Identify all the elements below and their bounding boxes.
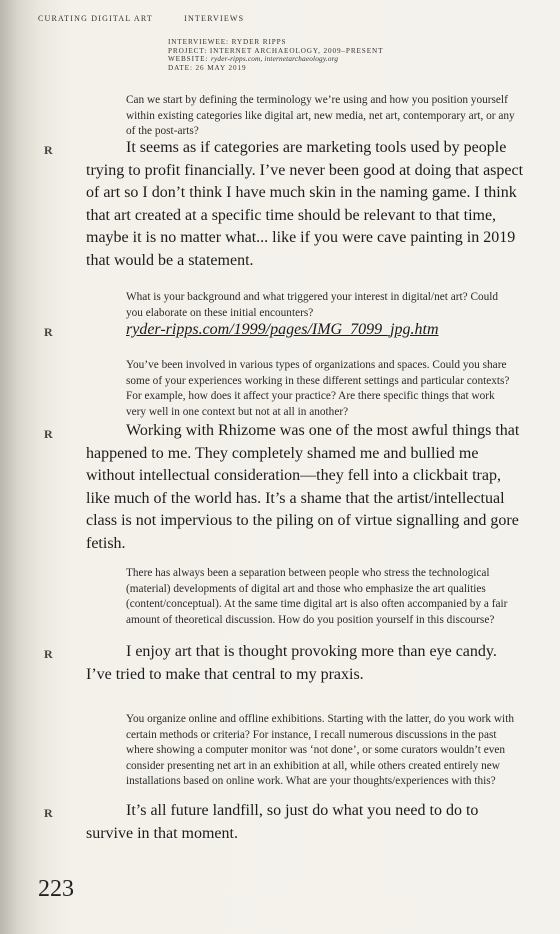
answer-2-link[interactable]: ryder-ripps.com/1999/pages/IMG_7099_jpg.htm (126, 321, 439, 338)
section-name: INTERVIEWS (184, 14, 245, 23)
interviewee-line: INTERVIEWEE: RYDER RIPPS (168, 38, 287, 46)
respondent-mark-3: R (44, 427, 53, 441)
respondent-mark-2: R (44, 325, 53, 339)
page-number: 223 (38, 876, 74, 902)
question-2: What is your background and what triggered your interest in digital/net art? Could you elaborate on these initial encounters? (126, 291, 499, 319)
answer-3: Working with Rhizome was one of the most awful things that happened to me. They completely shamed me and bullied me without intellectual consideration—they fell into a clickbait trap, like much of the world has. It’s a shame that the artist/intellectual class is not impervious to the piling on of virtue signalling and gore fetish. (86, 422, 520, 552)
project-line: PROJECT: INTERNET ARCHAEOLOGY, 2009–PRESENT (168, 46, 384, 55)
interview-metadata (168, 38, 383, 72)
answer-4: I enjoy art that is thought provoking more than eye candy. I’ve tried to make that central to my praxis. (86, 643, 497, 683)
answer-1: It seems as if categories are marketing tools used by people trying to profit financially. I’ve never been good at doing that aspect of art so I don’t think I have much skin in the naming game. I think that art created at a specific time should be relevant to that time, maybe it is no matter what... like if you were cave painting in 2019 that would be a statement. (86, 139, 524, 269)
answer-5: It’s all future landfill, so just do what you need to do to survive in that moment. (86, 802, 479, 842)
question-1: Can we start by defining the terminology we’re using and how you position yourself within existing categories like digital art, new media, net art, contemporary art, or any of the post-arts? (126, 94, 515, 137)
respondent-mark-1: R (44, 143, 53, 157)
book-title: CURATING DIGITAL ART (38, 14, 153, 23)
respondent-mark-4: R (44, 647, 53, 661)
website-line (168, 55, 383, 64)
question-4: There has always been a separation between people who stress the technological (material) developments of digital art and those who emphasize the art qualities (content/conceptual). At the same time digital art is also often accompanied by a fair amount of theoretical discussion. How do you position yourself in this discourse? (126, 567, 508, 626)
website-values: ryder-ripps.com, internetarchaeology.org (211, 55, 339, 64)
respondent-mark-5: R (44, 806, 53, 820)
question-5: You organize online and offline exhibitions. Starting with the latter, do you work with certain methods or criteria? For instance, I recall numerous discussions in the past where showing a computer monitor was ‘not done’, or some curators wouldn’t even consider presenting net art in an exhibition at all, while others created entirely new installations based on online work. What are your thoughts/experiences with this? (126, 713, 514, 787)
date-line: DATE: 26 MAY 2019 (168, 63, 247, 72)
running-head (38, 14, 244, 23)
website-label: WEBSITE: (168, 55, 209, 64)
question-3: You’ve been involved in various types of organizations and spaces. Could you share some of your experiences working in these different settings and particular contexts? For example, how does it affect your practice? Are there specific things that work very well in one context but not at all in another? (126, 359, 510, 418)
